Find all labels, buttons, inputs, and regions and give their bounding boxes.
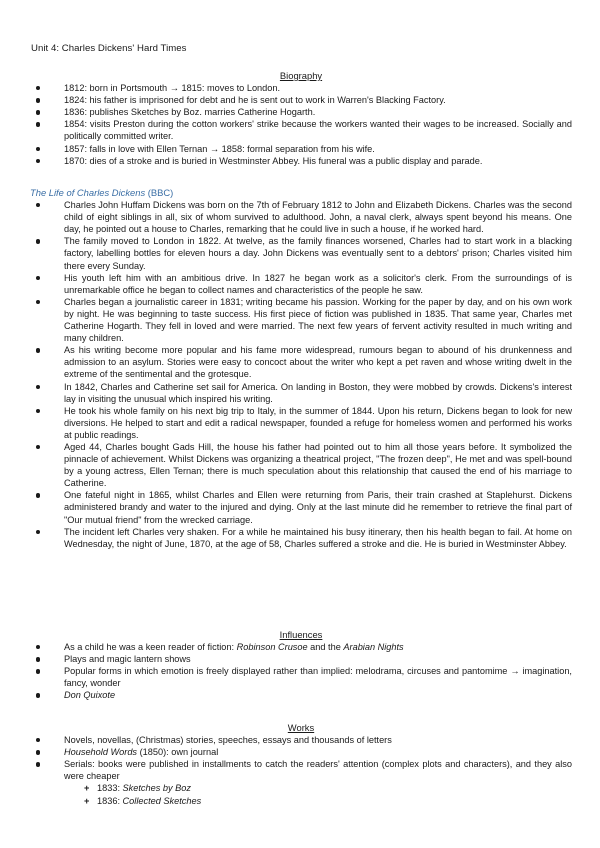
list-item: His youth left him with an ambitious drive. In 1827 he began work as a solicitor's clerk. From the surroundings of is unremarkable office he began to collect names and characteristics of the people he saw. <box>30 272 572 296</box>
bbc-list <box>30 199 572 550</box>
list-item: 1854: visits Preston during the cotton workers' strike because the workers wanted their wages to be increased. Socially and politically committed writer. <box>30 118 572 142</box>
work-title: Sketches by Boz <box>122 783 191 794</box>
works-list <box>30 734 572 807</box>
journal-detail: (1850): own journal <box>137 747 219 758</box>
bbc-heading-source: (BBC) <box>147 187 174 198</box>
list-item: Serials: books were published in installments to catch the readers' attention (complex plots and characters), and they also were cheaper <box>30 758 572 782</box>
list-item: Popular forms in which emotion is freely displayed rather than implied: melodrama, circuses and pantomime → imagination, fancy, wonder <box>30 665 572 689</box>
influences-heading: Influences <box>279 629 323 640</box>
list-item: 1836: publishes Sketches by Boz. marries Catherine Hogarth. <box>30 106 572 118</box>
book-title: Arabian Nights <box>343 642 404 653</box>
work-year: 1836: <box>97 795 123 806</box>
list-item: 1870: dies of a stroke and is buried in Westminster Abbey. His funeral was a public display and parade. <box>30 155 572 167</box>
biography-section <box>30 70 572 167</box>
list-item: Charles John Huffam Dickens was born on the 7th of February 1812 to John and Elizabeth Dickens. Charles was the second child of eight siblings in all, six of whom survived to adulthood. John, a naval clerk, always spent beyond his means. One day, he pointed out a house to Charles, remarking that he could live in such a house, if he worked hard. <box>30 199 572 235</box>
list-item: Charles began a journalistic career in 1831; writing became his passion. Working for the paper by day, and on his own work by night. He was beginning to taste success. His first piece of fiction was published in 1835. That same year, Charles met Catherine Hogarth. They fell in loved and were married. The next few years of fervent activity resulted in much writing and many children. <box>30 296 572 344</box>
influences-section <box>30 629 572 702</box>
list-item: 1824: his father is imprisoned for debt and he is sent out to work in Warren's Blacking Factory. <box>30 94 572 106</box>
bbc-heading <box>30 187 572 199</box>
list-item: The incident left Charles very shaken. For a while he maintained his busy itinerary, then his health began to fail. At home on Wednesday, the night of June, 1870, at the age of 58, Charles suffered a stroke and die. He is buried in Westminster Abbey. <box>30 526 572 550</box>
biography-list <box>30 82 572 167</box>
document-title: Unit 4: Charles Dickens' Hard Times <box>31 43 187 54</box>
influences-list <box>30 641 572 701</box>
book-title: Robinson Crusoe <box>236 642 308 653</box>
bbc-heading-title: The Life of Charles Dickens <box>30 187 146 198</box>
list-item: He took his whole family on his next big trip to Italy, in the summer of 1844. Upon his return, Dickens began to look for new diversions. He helped to start and edit a radical newspaper, founded a refuge for homeless women and performed his works at public readings. <box>30 405 572 441</box>
list-item: Aged 44, Charles bought Gads Hill, the house his father had pointed out to him all those years before. It symbolized the pinnacle of achievement. Whilst Dickens was organizing a theatrical project, "The frozen deep", He met and was spell-bound by a young actress, Ellen Ternan; there is much speculation about this relationship that caused the end of his marriage to Catherine. <box>30 441 572 489</box>
sub-list-item <box>30 782 572 794</box>
influence-text: and the <box>307 642 344 653</box>
sub-list-item <box>30 795 572 807</box>
work-title: Collected Sketches <box>122 795 202 806</box>
list-item: Don Quixote <box>30 689 572 701</box>
list-item: In 1842, Charles and Catherine set sail for America. On landing in Boston, they were mobbed by crowds. Dickens's interest lay in visiting the unusual which inspired his writing. <box>30 381 572 405</box>
list-item <box>30 746 572 758</box>
list-item: The family moved to London in 1822. At twelve, as the family finances worsened, Charles had to start work in a blacking factory, labelling bottles for eleven hours a day. John Dickens was eventually sent to a debtors' prison; Charles visited him there every Sunday. <box>30 235 572 271</box>
list-item: 1857: falls in love with Ellen Ternan → 1858: formal separation from his wife. <box>30 143 572 155</box>
influence-text: As a child he was a keen reader of fiction: <box>64 642 237 653</box>
work-year: 1833: <box>97 783 123 794</box>
journal-title: Household Words <box>64 747 138 758</box>
list-item <box>30 641 572 653</box>
list-item: Plays and magic lantern shows <box>30 653 572 665</box>
bbc-section <box>30 187 572 550</box>
works-heading: Works <box>287 722 315 733</box>
works-section <box>30 722 572 807</box>
list-item: Novels, novellas, (Christmas) stories, speeches, essays and thousands of letters <box>30 734 572 746</box>
list-item: One fateful night in 1865, whilst Charles and Ellen were returning from Paris, their train crashed at Staplehurst. Dickens administered brandy and water to the injured and dying. Only at the last minute did he remember to retrieve the final part of "Our mutual friend" from the wrecked carriage. <box>30 489 572 525</box>
biography-heading: Biography <box>279 70 323 81</box>
list-item: 1812: born in Portsmouth → 1815: moves to London. <box>30 82 572 94</box>
list-item: As his writing become more popular and his fame more widespread, rumours began to abound of his drunkenness and admission to an asylum. Stories were easy to concoct about the writer who kept a pet raven and whose writing dwelt in the extreme of the sentimental and the grotesque. <box>30 344 572 380</box>
